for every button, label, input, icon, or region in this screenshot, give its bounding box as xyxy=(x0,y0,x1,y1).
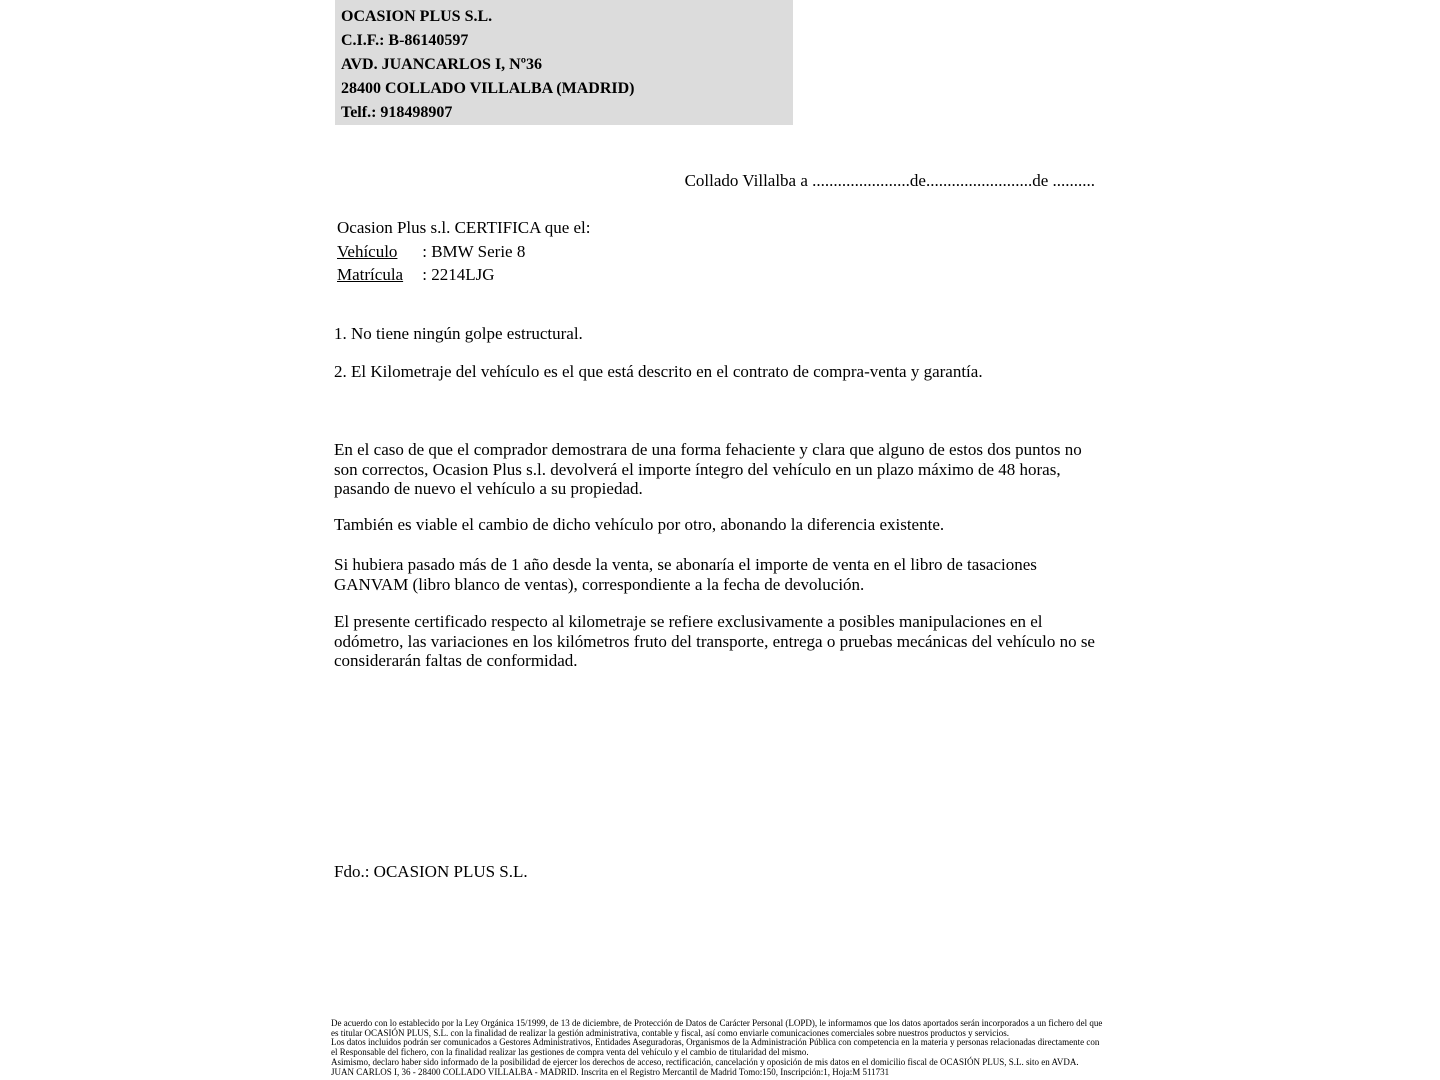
signature-line: Fdo.: OCASION PLUS S.L. xyxy=(334,862,528,881)
company-name: OCASION PLUS S.L. xyxy=(341,8,493,25)
paragraph-ganvam: Si hubiera pasado más de 1 año desde la venta, se abonaría el importe de venta en el libro de tasaciones GANVAM (libro blanco de ventas), correspondiente a la fecha de devolución. xyxy=(334,555,1037,594)
certification-block xyxy=(337,216,1097,287)
company-header-box xyxy=(335,0,793,125)
plate-label: Matrícula xyxy=(337,265,404,284)
company-city: 28400 COLLADO VILLALBA (MADRID) xyxy=(341,80,635,97)
certification-intro: Ocasion Plus s.l. CERTIFICA que el: xyxy=(337,218,591,237)
plate-value: : 2214LJG xyxy=(422,265,495,284)
legal-footer-line-2: Los datos incluidos podrán ser comunicados a Gestores Administrativos, Entidades Aseguradoras, Organismos de la Administración Pública con competencia en la materia y personas relacionadas directamente con el Responsable del fichero, con la finalidad realizar las gestiones de compra venta del vehículo y el cambio de titularidad del mismo. xyxy=(331,1037,1100,1058)
paragraph-exchange: También es viable el cambio de dicho vehículo por otro, abonando la diferencia existente. xyxy=(334,515,945,534)
point-2: 2. El Kilometraje del vehículo es el que está descrito en el contrato de compra-venta y garantía. xyxy=(334,362,983,381)
vehicle-label: Vehículo xyxy=(337,241,398,261)
company-phone: Telf.: 918498907 xyxy=(341,104,453,121)
legal-footer-line-1: De acuerdo con lo establecido por la Ley Orgánica 15/1999, de 13 de diciembre, de Protección de Datos de Carácter Personal (LOPD), le informamos que los datos aportados serán incorporados a un fichero del que es titular OCASIÓN PLUS, S.L. con la finalidad de realizar la gestión administrativa, contable y fiscal, así como enviarle comunicaciones comerciales sobre nuestros productos y servicios. xyxy=(331,1018,1103,1038)
vehicle-row xyxy=(337,240,1097,264)
paragraph-odometer: El presente certificado respecto al kilometraje se refiere exclusivamente a posibles manipulaciones en el odómetro, las variaciones en los kilómetros fruto del transporte, entrega o pruebas mecánicas del vehículo no se considerarán faltas de conformidad. xyxy=(334,612,1095,671)
legal-footer xyxy=(331,1019,1103,1077)
plate-row xyxy=(337,263,1097,287)
legal-footer-line-3: Asimismo, declaro haber sido informado de la posibilidad de ejercer los derechos de acceso, rectificación, cancelación y oposición de mis datos en el domicilio fiscal de OCASIÓN PLUS, S.L. sito en AVDA. JUAN CARLOS I, 36 - 28400 COLLADO VILLALBA - MADRID. Inscrita en el Registro Mercantil de Madrid Tomo:150, Inscripción:1, Hoja:M 511731 xyxy=(331,1056,1079,1077)
company-address: AVD. JUANCARLOS I, Nº36 xyxy=(341,56,543,73)
vehicle-value: : BMW Serie 8 xyxy=(422,241,526,261)
date-line: Collado Villalba a .......................de.........................de .......... xyxy=(684,171,1095,190)
paragraph-refund: En el caso de que el comprador demostrara de una forma fehaciente y clara que alguno de estos dos puntos no son correctos, Ocasion Plus s.l. devolverá el importe íntegro del vehículo en un plazo máximo de 48 horas, pasando de nuevo el vehículo a su propiedad. xyxy=(334,440,1082,499)
company-cif: C.I.F.: B-86140597 xyxy=(341,32,469,49)
point-1: 1. No tiene ningún golpe estructural. xyxy=(334,324,583,343)
